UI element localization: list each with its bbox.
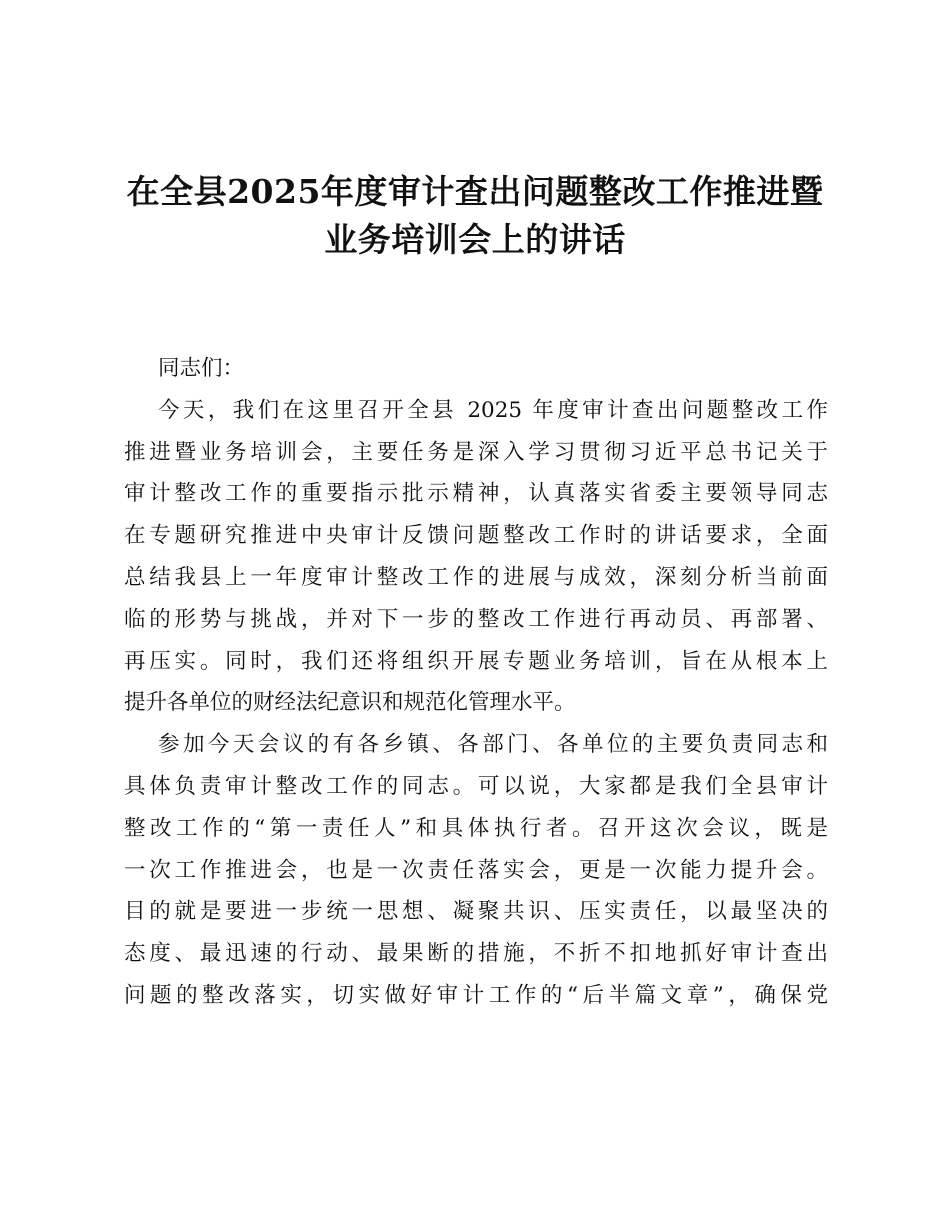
- paragraph-1-line-8: 提升各单位的财经法纪意识和规范化管理水平。: [124, 690, 576, 716]
- paragraph-1-line-3: 审计整改工作的重要指示批示精神，认真落实省委主要领导同志: [124, 481, 828, 507]
- title-line-2: 业务培训会上的讲话: [324, 220, 626, 259]
- paragraph-1-line-5: 总结我县上一年度审计整改工作的进展与成效，深刻分析当前面: [124, 564, 828, 590]
- paragraph-2-line-4: 一次工作推进会，也是一次责任落实会，更是一次能力提升会。: [124, 857, 828, 883]
- title-line-1: 在全县2025年度审计查出问题整改工作推进暨: [126, 172, 824, 211]
- paragraph-1: [124, 390, 828, 724]
- paragraph-1-line-1: 今天，我们在这里召开全县 2025 年度审计查出问题整改工作: [158, 397, 828, 423]
- paragraph-2-line-6: 态度、最迅速的行动、最果断的措施，不折不扣地抓好审计查出: [124, 941, 828, 967]
- paragraph-2-line-5: 目的就是要进一步统一思想、凝聚共识、压实责任，以最坚决的: [124, 899, 828, 925]
- document-title: [60, 168, 890, 264]
- document-body: [124, 348, 828, 1017]
- paragraph-2-line-7: 问题的整改落实，切实做好审计工作的“后半篇文章”，确保党: [124, 982, 828, 1008]
- paragraph-2-line-2: 具体负责审计整改工作的同志。可以说，大家都是我们全县审计: [124, 773, 828, 799]
- salutation: 同志们：: [158, 356, 245, 381]
- paragraph-2: [124, 724, 828, 1017]
- paragraph-2-line-1: 参加今天会议的有各乡镇、各部门、各单位的主要负责同志和: [158, 732, 828, 758]
- paragraph-1-line-4: 在专题研究推进中央审计反馈问题整改工作时的讲话要求，全面: [124, 523, 828, 549]
- paragraph-1-line-6: 临的形势与挑战，并对下一步的整改工作进行再动员、再部署、: [124, 606, 828, 632]
- paragraph-2-line-3: 整改工作的“第一责任人”和具体执行者。召开这次会议，既是: [124, 815, 828, 841]
- paragraph-1-line-2: 推进暨业务培训会，主要任务是深入学习贯彻习近平总书记关于: [124, 439, 828, 465]
- paragraph-1-line-7: 再压实。同时，我们还将组织开展专题业务培训，旨在从根本上: [124, 648, 828, 674]
